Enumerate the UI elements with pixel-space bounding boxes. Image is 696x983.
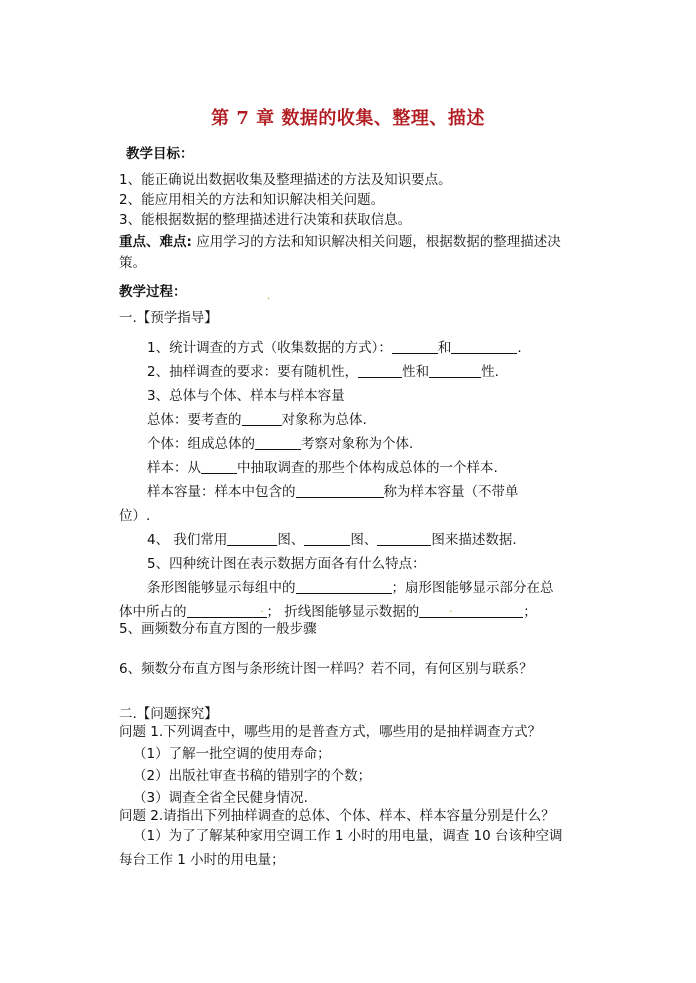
answer-blank[interactable] [358,363,402,378]
question-1-and: 和 [437,340,452,356]
section-2-heading: 二.【问题探究】 [119,706,218,722]
problem-2-item-1: （1）为了了解某种家用空调工作 1 小时的用电量，调查 10 台该种空调 [133,828,563,844]
answer-blank[interactable] [187,603,267,618]
question-4-end: 图来描述数据. [431,532,517,548]
answer-blank[interactable] [201,459,237,474]
answer-blank[interactable] [392,339,438,354]
question-2-text: 2、抽样调查的要求：要有随机性， [147,364,359,380]
question-5-pie-text: ；扇形图能够显示部分在总 [391,580,554,596]
term-individual [147,434,413,454]
key-points-label: 重点、难点: [119,234,192,250]
question-5-end: ； [523,604,537,620]
section-1-heading: 一.【预学指导】 [119,310,218,326]
question-4 [147,530,517,550]
question-2-end: 性. [481,364,499,380]
term-population [147,410,367,430]
term-sample-size-continued: 位）. [119,508,151,524]
objective-2: 2、能应用相关的方法和知识解决相关问题。 [119,192,385,208]
question-4-chart-2: 图、 [350,532,378,548]
answer-blank[interactable] [451,339,517,354]
term-sample-size [147,482,519,502]
answer-blank[interactable] [419,603,523,618]
question-4-text: 4、 我们常用 [147,532,228,548]
problem-2: 问题 2.请指出下列抽样调查的总体、个体、样本、样本容量分别是什么？ [119,808,555,824]
stray-dot: . [267,291,271,302]
question-5-histogram-steps: 5、画频数分布直方图的一般步骤 [119,621,317,637]
answer-blank[interactable] [296,483,384,498]
problem-1-item-2: （2）出版社审查书稿的错别字的个数； [133,768,372,784]
question-5-bar-text: 条形图能够显示每组中的 [147,580,296,596]
answer-blank[interactable] [296,579,392,594]
question-5-line-text: ； 折线图能够显示数据的 [266,604,420,620]
question-5-pie-cont: 体中所占的 [119,604,187,620]
question-3: 3、总体与个体、样本与样本容量 [147,388,345,404]
question-6: 6、频数分布直方图与条形统计图一样吗？若不同，有何区别与联系？ [119,661,533,677]
blank-dot: . [260,604,264,615]
term-sample-text: 样本：从 [147,460,201,476]
process-heading: 教学过程： [119,284,187,300]
answer-blank[interactable] [227,531,277,546]
answer-blank[interactable] [304,531,350,546]
objective-3: 3、能根据数据的整理描述进行决策和获取信息。 [119,212,412,228]
question-2-mid: 性和 [402,364,430,380]
problem-1-item-1: （1）了解一批空调的使用寿命； [133,746,331,762]
key-points-continued: 策。 [119,255,146,271]
term-individual-end: 考察对象称为个体. [301,436,414,452]
objectives-heading: 教学目标： [126,146,194,162]
term-population-text: 总体：要考查的 [147,412,242,428]
question-2 [147,362,499,382]
key-points-line [119,232,561,252]
objective-1: 1、能正确说出数据收集及整理描述的方法及知识要点。 [119,172,452,188]
answer-blank[interactable] [255,435,301,450]
problem-1-item-3: （3）调查全省全民健身情况. [133,790,308,806]
question-5-bar-pie [147,578,554,598]
key-points-text: 应用学习的方法和知识解决相关问题，根据数据的整理描述决 [191,234,561,250]
term-individual-text: 个体：组成总体的 [147,436,255,452]
question-1-text: 1、统计调查的方式（收集数据的方式）： [147,340,392,356]
blank-dot: . [449,604,453,615]
answer-blank[interactable] [377,531,431,546]
term-sample-size-end: 称为样本容量（不带单 [383,484,519,500]
question-4-chart-1: 图、 [277,532,305,548]
term-sample-size-text: 样本容量：样本中包含的 [147,484,296,500]
question-5: 5、四种统计图在表示数据方面各有什么特点： [147,556,426,572]
term-population-end: 对象称为总体. [281,412,367,428]
answer-blank[interactable] [429,363,481,378]
problem-1: 问题 1.下列调查中，哪些用的是普查方式，哪些用的是抽样调查方式？ [119,724,542,740]
page-title: 第 7 章 数据的收集、整理、描述 [211,108,485,129]
question-1-end: . [517,340,522,356]
term-sample [147,458,498,478]
question-1 [147,338,522,358]
answer-blank[interactable] [242,411,282,426]
term-sample-end: 中抽取调查的那些个体构成总体的一个样本. [237,460,498,476]
problem-2-item-1-continued: 每台工作 1 小时的用电量； [119,852,285,868]
